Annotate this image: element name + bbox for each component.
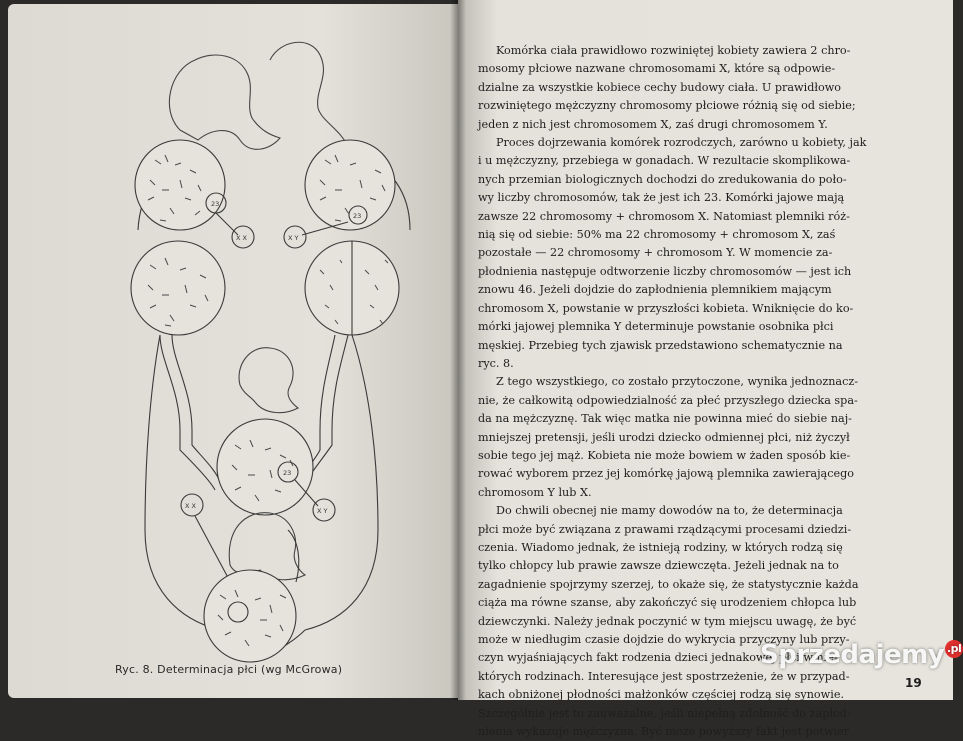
text-line: kach obniżonej płodności małżonków częściej rodzą się synowie.	[478, 688, 844, 702]
text-line: nie, że całkowitą odpowiedzialność za płeć przyszłego dziecka spa-	[478, 393, 858, 407]
text-line: czenia. Wiadomo jednak, że istnieją rodziny, w których rodzą się	[478, 540, 843, 554]
text-line: dziewczynki. Należy jednak poczynić w tym miejscu uwagę, że być	[478, 614, 857, 628]
text-line: nienia wykazuje mężczyzna. Być może powyższy fakt jest potwier	[478, 725, 850, 739]
boy-silhouette	[239, 348, 298, 413]
text-line: pozostałe — 22 chromosomy + chromosom Y. W momencie za-	[478, 246, 833, 260]
label-xx-top: X X	[236, 234, 247, 242]
text-line: których rodzinach. Interesujące jest spostrzeżenie, że w przypad-	[478, 669, 850, 683]
father-cell-top	[305, 140, 395, 230]
zygote-xy	[217, 419, 313, 515]
text-line: rozwiniętego mężczyzny chromosomy płciowe różnią się od siebie;	[478, 99, 856, 113]
watermark-tld: .pl	[945, 640, 963, 658]
text-line: chromosom Y lub X.	[478, 485, 592, 499]
text-line: zawsze 22 chromosomy + chromosom X. Natomiast plemniki róż-	[478, 209, 850, 223]
body-text	[478, 42, 893, 741]
book-gutter	[450, 0, 466, 700]
father-silhouette	[270, 42, 350, 150]
watermark-brand: Sprzedajemy	[760, 640, 945, 670]
label-23-left: 23	[211, 200, 220, 208]
text-line: Proces dojrzewania komórek rozrodczych, zarówno u kobiety, jak	[496, 136, 867, 150]
text-line: mosomy płciowe nazwane chromosomami X, które są odpowie-	[478, 62, 836, 76]
page-number: 19	[905, 676, 922, 690]
text-line: płci może być związana z prawami rządzącymi procesami dziedzi-	[478, 522, 852, 536]
girl-silhouette	[229, 513, 305, 580]
text-line: tylko chłopcy lub prawie zawsze dziewczęta. Jeżeli jednak na to	[478, 559, 839, 573]
mother-silhouette	[169, 55, 280, 149]
text-line: chromosom X, powstanie w przyszłości kobieta. Wniknięcie do ko-	[478, 301, 854, 315]
figure-caption: Ryc. 8. Determinacja płci (wg McGrowa)	[115, 663, 343, 676]
sex-determination-figure	[120, 30, 420, 670]
text-line: sobie tego jej mąż. Kobieta nie może bowiem w żaden sposób kie-	[478, 448, 851, 462]
text-line: mórki jajowej plemnika Y determinuje powstanie osobnika płci	[478, 320, 834, 334]
text-line: ciąża ma równe szanse, aby zakończyć się urodzeniem chłopca lub	[478, 596, 857, 610]
text-line: płodnienia następuje odtworzenie liczby chromosomów — jest ich	[478, 264, 852, 278]
text-line: może w niedługim czasie dojdzie do wykrycia przyczyny lub przy-	[478, 633, 850, 646]
text-line: da na mężczyznę. Tak więc matka nie powinna mieć do siebie naj-	[478, 412, 852, 426]
text-line: męskiej. Przebieg tych zjawisk przedstawiono schematycznie na	[478, 338, 843, 352]
text-line: czyn wyjaśniających fakt rodzenia dzieci jednakowej płci w nie-	[478, 651, 838, 665]
text-line: Z tego wszystkiego, co zostało przytoczone, wynika jednoznacz-	[496, 375, 859, 389]
text-line: wy liczby chromosomów, tak że jest ich 23. Komórki jajowe mają	[478, 191, 845, 205]
zygote-xx	[204, 570, 296, 662]
mother-cell-top	[135, 140, 225, 230]
text-line: Szczególnie jest to zauważalne, jeśli niepełną zdolność do zapłod-	[478, 706, 851, 720]
text-line: nią się od siebie: 50% ma 22 chromosomy + chromosom X, zaś	[478, 228, 836, 242]
label-xx-mid: X X	[185, 502, 196, 510]
label-xy-mid: X Y	[317, 507, 328, 515]
label-23-mid: 23	[283, 469, 292, 477]
label-23-right: 23	[353, 212, 362, 220]
text-line: nych przemian biologicznych dochodzi do zredukowania do poło-	[478, 172, 847, 186]
text-line: zagadnienie spojrzymy szerzej, to okaże się, że statystycznie każda	[478, 577, 859, 591]
text-line: mniejszej pretensji, jeśli urodzi dziecko odmiennej płci, niż życzył	[478, 430, 850, 444]
text-line: jeden z nich jest chromosomem X, zaś drugi chromosomem Y.	[478, 117, 828, 131]
text-line: i u mężczyzny, przebiega w gonadach. W rezultacie skomplikowa-	[478, 154, 851, 168]
text-line: ryc. 8.	[478, 356, 514, 370]
label-xy-top: X Y	[288, 234, 299, 242]
text-line: Do chwili obecnej nie mamy dowodów na to, że determinacja	[496, 504, 843, 518]
text-line: Komórka ciała prawidłowo rozwiniętej kobiety zawiera 2 chro-	[496, 44, 851, 57]
egg-cell	[131, 241, 225, 335]
text-line: dzialne za wszystkie kobiece cechy budowy ciała. U prawidłowo	[478, 80, 842, 94]
text-line: znowu 46. Jeżeli dojdzie do zapłodnienia plemnikiem mającym	[478, 283, 832, 297]
text-line: rować wyborem przez jej komórkę jajową plemnika zawierającego	[478, 467, 855, 481]
sprzedajemy-watermark	[760, 640, 963, 670]
